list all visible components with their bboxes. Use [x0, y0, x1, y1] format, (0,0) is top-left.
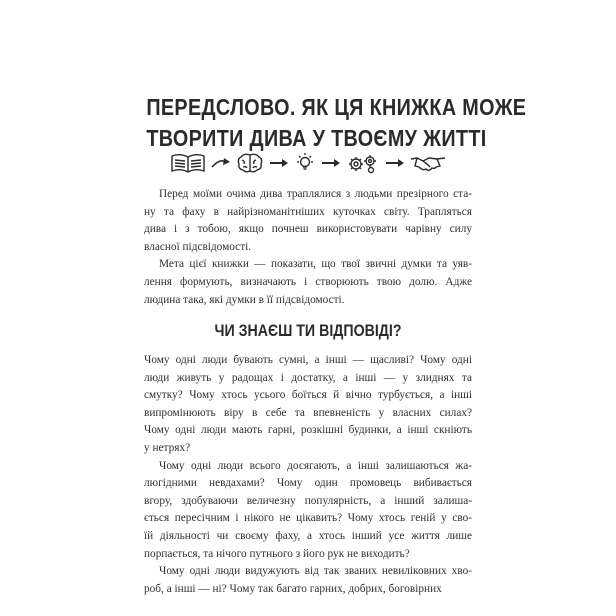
body-paragraph [144, 458, 472, 564]
text-line: їй діяльності чи своєму фаху, а хтось інший усе життя лише [144, 529, 472, 542]
text-line: вгору, здобуваючи величезну популярність, а інший залиша- [144, 494, 472, 507]
text-line: люди живуть у радощах і достатку, а інші — у злиднях та [144, 371, 472, 384]
text-line: люгідними невдахами? Чому один промовець вибивається [144, 477, 472, 490]
text-line: роб, а інші — ні? Чому так багато гарних, добрих, боговірних [144, 582, 442, 595]
text-line: смутку? Чому хтось усього боїться й вічно турбується, а інші [144, 389, 472, 402]
arrow-icon [210, 156, 232, 170]
section-text [144, 352, 472, 598]
text-line: порпається, та нічого путнього з його рук не виходить? [144, 547, 410, 560]
chapter-title [146, 92, 527, 154]
arrow-icon [320, 156, 342, 170]
text-line: власної підсвідомості. [144, 240, 252, 253]
gears-icon [346, 152, 380, 174]
intro-paragraph [144, 256, 472, 309]
brain-icon [236, 152, 264, 174]
text-line: Перед моїми очима дива траплялися з людьми презірного ста- [159, 188, 472, 200]
intro-text [144, 186, 472, 309]
handshake-icon [410, 152, 446, 174]
lightbulb-icon [294, 152, 316, 174]
body-paragraph [144, 563, 472, 598]
chapter-icon-sequence [170, 151, 446, 175]
body-paragraph [144, 352, 472, 458]
text-line: Мета цієї книжки — показати, що твої звичні думки та уяв- [159, 258, 472, 271]
section-heading: ЧИ ЗНАЄШ ТИ ВІДПОВІДІ? [214, 322, 402, 340]
chapter-title-line: ПЕРЕДСЛОВО. ЯК ЦЯ КНИЖКА МОЖЕ [146, 94, 527, 120]
arrow-icon [268, 156, 290, 170]
text-line: Чому одні люди мають гарні, розкішні будинки, а інші скніють [144, 424, 472, 437]
arrow-icon [384, 156, 406, 170]
text-line: дива і з тобою, якщо почнеш використовувати чарівну силу [144, 223, 472, 236]
text-line: Чому одні люди видужують від так званих невиліковних хво- [159, 565, 472, 578]
text-line: у нетрях? [144, 441, 191, 454]
text-line: ну та фаху в найрізноманітніших куточках світу. Трапляться [144, 205, 472, 218]
text-line: ється пересічним і нікого не цікавить? Чому хтось геній у сво- [144, 512, 472, 525]
text-line: Чому одні люди бувають сумні, а інші — щасливі? Чому одні [144, 354, 472, 366]
text-line: лення формують, визначають і створюють твою долю. Адже [144, 275, 472, 288]
book-icon [170, 152, 206, 174]
text-line: випромінюють віру в себе та впевненість у власних силах? [144, 406, 472, 419]
text-line: людина така, які думки в її підсвідомості. [144, 293, 345, 306]
intro-paragraph [144, 186, 472, 256]
chapter-title-line: ТВОРИТИ ДИВА У ТВОЄМУ ЖИТТІ [146, 125, 487, 151]
text-line: Чому одні люди всього досягають, а інші залишаються жа- [159, 459, 472, 472]
